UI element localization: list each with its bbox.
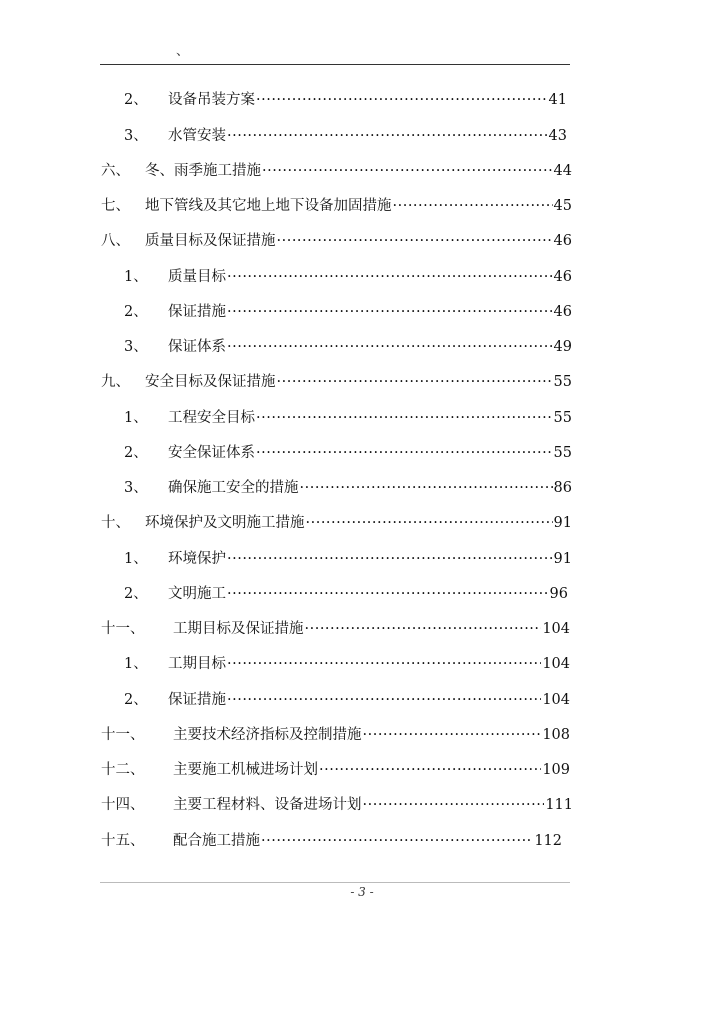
toc-entry[interactable]	[124, 265, 572, 287]
toc-leader-dots	[227, 304, 553, 320]
toc-entry[interactable]	[124, 406, 572, 428]
toc-leader-dots	[277, 374, 553, 390]
toc-leader-dots	[300, 480, 553, 496]
toc-entry-number: 八、	[101, 233, 130, 249]
toc-entry-title: 水管安装	[168, 128, 226, 144]
toc-entry[interactable]	[124, 476, 572, 498]
toc-leader-dots	[319, 762, 541, 778]
toc-entry-number: 3、	[124, 128, 148, 144]
toc-entry-page: 91	[553, 551, 572, 567]
toc-entry-page: 96	[549, 586, 568, 602]
toc-leader-dots	[227, 551, 553, 567]
toc-entry-title: 文明施工	[168, 586, 226, 602]
toc-entry-number: 七、	[101, 198, 130, 214]
toc-entry[interactable]	[124, 300, 572, 322]
toc-entry-number: 十五、	[101, 833, 145, 849]
toc-entry[interactable]	[101, 758, 570, 780]
toc-entry-page: 55	[553, 445, 572, 461]
header-rule	[100, 64, 570, 65]
toc-leader-dots	[256, 410, 553, 426]
toc-entry-number: 1、	[124, 656, 148, 672]
toc-entry-page: 55	[553, 410, 572, 426]
toc-entry-title: 设备吊装方案	[168, 92, 255, 108]
toc-entry-title: 质量目标	[168, 269, 226, 285]
toc-entry-number: 3、	[124, 480, 148, 496]
toc-entry-title: 主要工程材料、设备进场计划	[173, 797, 362, 813]
toc-entry-number: 1、	[124, 269, 148, 285]
toc-leader-dots	[227, 586, 549, 602]
toc-entry-page: 46	[553, 269, 572, 285]
toc-entry[interactable]	[101, 617, 570, 639]
toc-entry-title: 地下管线及其它地上地下设备加固措施	[145, 198, 392, 214]
toc-leader-dots	[227, 656, 541, 672]
toc-entry-number: 2、	[124, 692, 148, 708]
toc-entry-number: 3、	[124, 339, 148, 355]
toc-entry-page: 45	[553, 198, 572, 214]
toc-entry-number: 十一、	[101, 621, 145, 637]
toc-entry[interactable]	[101, 194, 572, 216]
toc-leader-dots	[277, 233, 553, 249]
toc-entry-page: 109	[542, 762, 570, 778]
toc-entry[interactable]	[101, 829, 562, 851]
toc-entry-number: 六、	[101, 163, 130, 179]
toc-leader-dots	[227, 339, 553, 355]
toc-entry-number: 十一、	[101, 727, 145, 743]
toc-entry[interactable]	[101, 723, 570, 745]
toc-entry[interactable]	[101, 229, 572, 251]
toc-entry-page: 44	[553, 163, 572, 179]
toc-entry-page: 104	[542, 621, 570, 637]
toc-entry-number: 1、	[124, 410, 148, 426]
toc-leader-dots	[227, 128, 548, 144]
toc-entry-page: 86	[553, 480, 572, 496]
footer-rule	[100, 882, 570, 883]
page-number: - 3 -	[350, 885, 374, 899]
toc-entry-number: 1、	[124, 551, 148, 567]
toc-entry-title: 安全目标及保证措施	[145, 374, 276, 390]
toc-entry-title: 冬、雨季施工措施	[145, 163, 261, 179]
toc-leader-dots	[261, 833, 533, 849]
toc-entry-title: 工期目标	[168, 656, 226, 672]
toc-entry-page: 111	[545, 797, 573, 813]
toc-entry-title: 保证措施	[168, 692, 226, 708]
toc-entry-page: 104	[542, 656, 570, 672]
toc-leader-dots	[256, 445, 553, 461]
toc-entry-page: 46	[553, 304, 572, 320]
toc-entry-title: 主要技术经济指标及控制措施	[173, 727, 362, 743]
toc-entry-title: 质量目标及保证措施	[145, 233, 276, 249]
header-mark: 、	[176, 44, 190, 59]
toc-entry[interactable]	[124, 124, 567, 146]
toc-entry-number: 2、	[124, 445, 148, 461]
toc-entry[interactable]	[101, 159, 572, 181]
toc-leader-dots	[262, 163, 553, 179]
toc-entry-page: 104	[542, 692, 570, 708]
toc-entry-title: 保证措施	[168, 304, 226, 320]
toc-leader-dots	[305, 621, 542, 637]
toc-entry-number: 十、	[101, 515, 130, 531]
toc-leader-dots	[363, 797, 545, 813]
toc-entry-number: 十四、	[101, 797, 145, 813]
toc-entry-title: 环境保护及文明施工措施	[145, 515, 305, 531]
toc-entry-page: 91	[553, 515, 572, 531]
toc-entry-title: 主要施工机械进场计划	[173, 762, 318, 778]
toc-entry-number: 十二、	[101, 762, 145, 778]
toc-entry[interactable]	[124, 547, 572, 569]
toc-entry-title: 工程安全目标	[168, 410, 255, 426]
toc-entry[interactable]	[101, 793, 573, 815]
toc-entry-page: 55	[553, 374, 572, 390]
toc-entry-title: 环境保护	[168, 551, 226, 567]
toc-entry-number: 九、	[101, 374, 130, 390]
toc-entry[interactable]	[124, 582, 568, 604]
toc-entry-title: 确保施工安全的措施	[168, 480, 299, 496]
toc-entry-page: 41	[548, 92, 567, 108]
toc-entry[interactable]	[101, 511, 572, 533]
toc-entry-number: 2、	[124, 92, 148, 108]
toc-entry-title: 配合施工措施	[173, 833, 260, 849]
toc-entry[interactable]	[124, 652, 570, 674]
toc-leader-dots	[227, 269, 553, 285]
toc-entry-page: 112	[534, 833, 562, 849]
toc-entry-title: 安全保证体系	[168, 445, 255, 461]
toc-entry[interactable]	[101, 370, 572, 392]
toc-entry-title: 保证体系	[168, 339, 226, 355]
toc-entry-title: 工期目标及保证措施	[173, 621, 304, 637]
toc-entry[interactable]	[124, 335, 572, 357]
toc-leader-dots	[227, 692, 541, 708]
toc-leader-dots	[363, 727, 542, 743]
toc-leader-dots	[256, 92, 548, 108]
toc-entry[interactable]	[124, 88, 567, 110]
toc-leader-dots	[393, 198, 553, 214]
toc-entry-page: 49	[553, 339, 572, 355]
toc-leader-dots	[306, 515, 553, 531]
toc-entry-page: 108	[542, 727, 570, 743]
toc-entry-number: 2、	[124, 586, 148, 602]
toc-entry[interactable]	[124, 688, 570, 710]
toc-entry-number: 2、	[124, 304, 148, 320]
toc-entry[interactable]	[124, 441, 572, 463]
toc-entry-page: 46	[553, 233, 572, 249]
toc-entry-page: 43	[548, 128, 567, 144]
